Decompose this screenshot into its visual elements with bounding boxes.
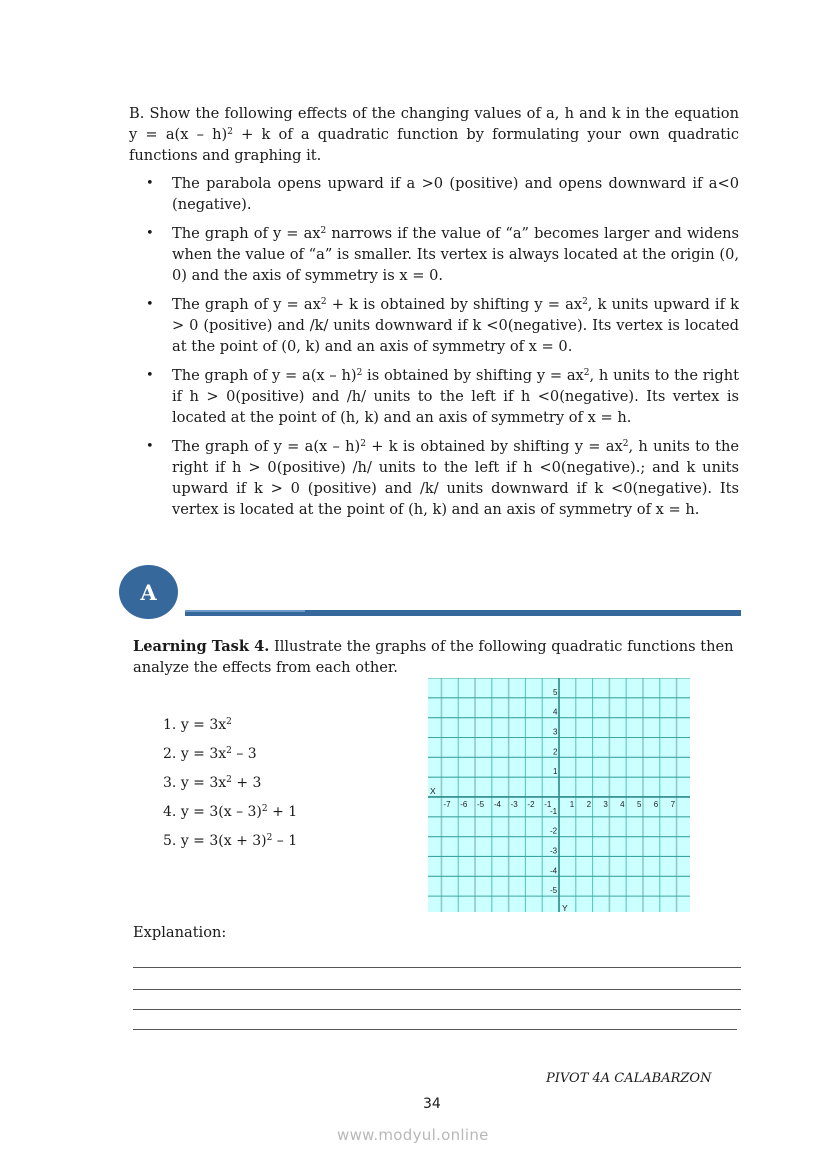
y-tick-label: -4 (550, 866, 558, 876)
bullet-text: , k units upward if k > 0 (positive) and /k/ units downward if k <0(negative). Its vertex is located at the point of (0, k) and an axis of symmetry of x = 0. (172, 296, 739, 355)
y-tick-label: 1 (553, 767, 558, 777)
equation-item (163, 802, 297, 831)
y-axis-label: Y (562, 903, 568, 912)
x-axis-label: X (430, 785, 436, 796)
equation-text: + 3 (231, 775, 262, 791)
x-tick-label: -1 (544, 799, 552, 809)
bullet-text: The parabola opens upward if a >0 (positive) and opens downward if a<0 (negative). (172, 175, 739, 213)
answer-line[interactable] (133, 1029, 737, 1030)
x-tick-label: -5 (477, 799, 485, 809)
bullet-item (129, 223, 739, 286)
superscript: 2 (582, 297, 588, 307)
superscript: 2 (360, 439, 366, 449)
y-tick-label: 2 (553, 747, 558, 757)
task-title: Learning Task 4. (133, 638, 270, 655)
equation-text: y = 3x (180, 746, 227, 762)
superscript: 2 (226, 717, 232, 727)
equation-item (163, 744, 297, 773)
equation-number: 3. (163, 775, 177, 791)
coordinate-grid-svg[interactable] (428, 678, 690, 912)
equation-item (163, 773, 297, 802)
x-tick-label: -6 (460, 799, 468, 809)
x-tick-label: 4 (620, 799, 625, 809)
bullet-text: , h units to the right if h > 0(positive) /h/ units to the left if h <0(negative).; and k units upward if k > 0 (positive) and /k/ units downward if k <0(negative). Its vertex is located at the point of (h, k) and an axis of symmetry of x = h. (172, 438, 740, 518)
bullet-icon: • (146, 439, 154, 454)
bullet-item (129, 365, 739, 428)
equation-text: y = 3(x + 3) (180, 833, 267, 849)
bullet-icon: • (146, 368, 154, 383)
section-a-badge (119, 565, 178, 619)
x-tick-label: 7 (670, 799, 676, 809)
superscript: 2 (226, 746, 232, 756)
superscript: 2 (227, 127, 233, 137)
x-tick-label: 1 (569, 799, 575, 809)
bullet-icon: • (146, 176, 154, 191)
bullet-text: The graph of y = ax (172, 296, 321, 313)
divider-highlight (185, 610, 305, 612)
superscript: 2 (356, 368, 363, 378)
bullet-text: The graph of y = ax (172, 225, 321, 242)
equation-text: y = 3(x – 3) (180, 804, 262, 820)
superscript: 2 (320, 297, 327, 307)
rules-bullet-list (129, 173, 739, 528)
superscript: 2 (622, 439, 629, 449)
x-tick-label: -2 (527, 799, 535, 809)
superscript: 2 (583, 368, 590, 378)
superscript: 2 (320, 226, 327, 236)
equation-list (163, 715, 297, 860)
watermark: www.modyul.online (337, 1126, 489, 1144)
footer-source: PIVOT 4A CALABARZON (546, 1071, 712, 1086)
coordinate-grid[interactable] (428, 678, 690, 912)
intro-text: + k of a quadratic function by formulating your own quadratic functions and graphing it. (129, 126, 739, 164)
bullet-text: + k is obtained by shifting y = ax (326, 296, 583, 313)
y-tick-label: -3 (550, 846, 558, 856)
y-tick-label: 5 (553, 687, 558, 697)
bullet-icon: • (146, 226, 154, 241)
equation-item (163, 715, 297, 744)
bullet-text: , h units to the right if h > 0(positive) and /h/ units to the left if h <0(negative). Its vertex is located at the point of (h, k) and an axis of symmetry of x = h. (172, 367, 739, 426)
equation-text: y = 3x (180, 775, 227, 791)
bullet-item (129, 294, 739, 357)
section-divider (185, 610, 741, 616)
x-tick-label: 2 (586, 799, 592, 809)
bullet-text: The graph of y = a(x – h) (172, 438, 361, 455)
superscript: 2 (261, 804, 268, 814)
x-tick-label: -7 (443, 799, 451, 809)
bullet-item (129, 173, 739, 215)
superscript: 2 (226, 775, 232, 785)
x-tick-label: 3 (603, 799, 608, 809)
x-tick-label: 5 (636, 799, 642, 809)
y-tick-label: -2 (550, 826, 558, 836)
x-tick-label: 6 (653, 799, 659, 809)
equation-number: 4. (163, 804, 177, 820)
explanation-label: Explanation: (133, 924, 227, 941)
section-b-intro (129, 103, 739, 166)
bullet-text: + k is obtained by shifting y = ax (365, 438, 623, 455)
answer-line[interactable] (133, 1009, 741, 1010)
badge-letter: A (140, 579, 157, 605)
equation-number: 1. (163, 717, 177, 733)
bullet-text: narrows if the value of “a” becomes larger and widens when the value of “a” is smaller. Its vertex is always located at the origin (0, 0) and the axis of symmetry is x = 0. (172, 225, 739, 284)
bullet-icon: • (146, 297, 154, 312)
y-tick-label: -1 (550, 806, 558, 816)
bullet-text: The graph of y = a(x – h) (172, 367, 357, 384)
y-tick-label: 4 (553, 707, 558, 717)
y-tick-label: -5 (550, 886, 558, 896)
equation-text: y = 3x (180, 717, 227, 733)
learning-task-instructions (133, 636, 738, 678)
equation-item (163, 831, 297, 860)
intro-text: B. Show the following effects of the changing values of a, h and k in the equation y = a(x – h) (129, 105, 739, 143)
answer-line[interactable] (133, 967, 741, 968)
equation-number: 5. (163, 833, 177, 849)
equation-text: + 1 (267, 804, 298, 820)
page-number: 34 (423, 1096, 441, 1112)
superscript: 2 (266, 833, 273, 843)
equation-number: 2. (163, 746, 177, 762)
task-text: Illustrate the graphs of the following quadratic functions then analyze the effects from each other. (133, 638, 734, 676)
equation-text: – 1 (272, 833, 298, 849)
x-tick-label: -3 (510, 799, 518, 809)
y-tick-label: 3 (553, 727, 558, 737)
answer-line[interactable] (133, 989, 741, 990)
bullet-item (129, 436, 739, 520)
bullet-text: is obtained by shifting y = ax (362, 367, 584, 384)
equation-text: – 3 (231, 746, 257, 762)
x-tick-label: -4 (493, 799, 501, 809)
